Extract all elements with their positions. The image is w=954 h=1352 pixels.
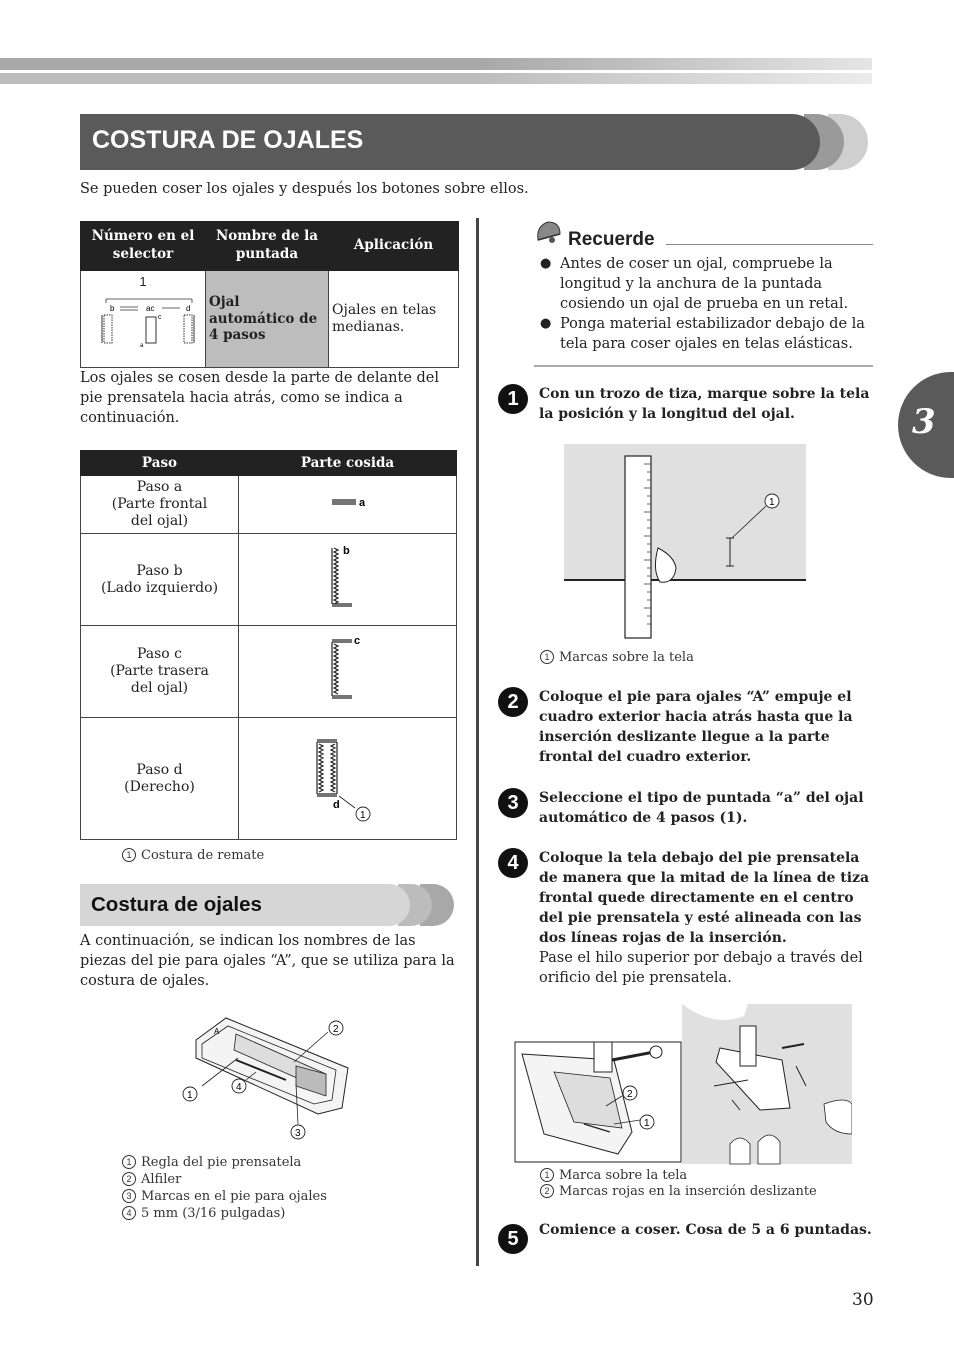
subsection-paragraph: A continuación, se indican los nombres de las piezas del pie para ojales “A”, que se utiliza para la costura de ojales.	[80, 933, 455, 989]
diagram-label-a: a	[140, 343, 144, 349]
step-4-number: 4	[498, 848, 528, 878]
stitch-table	[80, 221, 459, 368]
step-b-label: Paso b (Lado izquierdo)	[81, 534, 239, 626]
step-2-number: 2	[498, 687, 528, 717]
step-2-text: Coloque el pie para ojales “A” empuje el cuadro exterior hacia atrás hasta que la inserción deslizante llegue a la parte frontal del cuadro exterior.	[539, 689, 853, 765]
back-bartack-stitch-icon	[318, 634, 378, 704]
buttonhole-stitch-icon	[88, 289, 198, 349]
fig-callout-2: 2	[333, 1024, 339, 1035]
fig2-caption-1: Marca sobre la tela	[559, 1168, 688, 1183]
foot-placement-illustration	[514, 1004, 852, 1166]
chalk-marking-illustration	[564, 444, 806, 642]
col-header-name: Nombre de la puntada	[206, 222, 329, 271]
fig2-callout-2: 2	[627, 1089, 633, 1100]
step-4-text: Coloque la tela debajo del pie prensatela de manera que la mitad de la línea de tiza frontal quede directamente en el centro del pie prensatela y esté alineada con las dos líneas rojas de la inserción.	[539, 850, 870, 946]
memo-title: Recuerde	[568, 229, 655, 250]
foot-parts-legend: 1 Regla del pie prensatela 2 Alfiler 3 Marcas en el pie para ojales 4 5 mm (3/16 pulgadas)	[122, 1154, 327, 1222]
fig2-captions: 1 Marca sobre la tela 2 Marcas rojas en la inserción deslizante	[540, 1168, 817, 1200]
step-b-illustration	[239, 534, 457, 626]
col-header-application: Aplicación	[329, 222, 459, 271]
memo-bullets	[540, 254, 870, 354]
fig-callout-4: 4	[236, 1082, 242, 1093]
step-4-note: Pase el hilo superior por debajo a través del orificio del pie prensatela.	[539, 950, 863, 986]
intro-text: Se pueden coser los ojales y después los botones sobre ellos.	[80, 181, 529, 197]
column-divider	[476, 218, 479, 1266]
step-c-letter: c	[353, 635, 360, 647]
col-header-sewn-part: Parte cosida	[239, 451, 457, 476]
step-3-text: Seleccione el tipo de puntada “a” del ojal automático de 4 pasos (1).	[539, 790, 864, 826]
step-d-illustration	[239, 718, 457, 840]
step-1-number: 1	[498, 384, 528, 414]
step-a-label: Paso a (Parte frontal del ojal)	[81, 476, 239, 534]
diagram-label-c: c	[158, 314, 162, 321]
col-header-step: Paso	[81, 451, 239, 476]
stitch-name-cell: Ojal automático de 4 pasos	[206, 271, 329, 368]
step-a-illustration	[239, 476, 457, 534]
fig2-caption-2: Marcas rojas en la inserción deslizante	[559, 1184, 817, 1199]
header-decorative-bar	[0, 58, 872, 84]
legend-item-4: 5 mm (3/16 pulgadas)	[141, 1206, 286, 1221]
memo-bullet-2: ● Ponga material estabilizador debajo de la tela para coser ojales en telas elásticas.	[540, 314, 870, 354]
subsection-title: Costura de ojales	[91, 893, 262, 916]
bell-icon	[532, 218, 564, 248]
legend-item-1: Regla del pie prensatela	[141, 1155, 302, 1170]
step-c-illustration	[239, 626, 457, 718]
memo-bottom-rule	[534, 365, 873, 367]
sewing-order-paragraph: Los ojales se cosen desde la parte de delante del pie prensatela hacia atrás, como se indica a continuación.	[80, 370, 440, 426]
buttonhole-foot-illustration	[176, 1010, 356, 1150]
step-4	[498, 848, 878, 988]
step-1	[498, 384, 878, 424]
memo-bullet-1: ● Antes de coser un ojal, compruebe la longitud y la anchura de la puntada cosiendo un ojal de prueba en un retal.	[540, 254, 870, 314]
step-1-text: Con un trozo de tiza, marque sobre la tela la posición y la longitud del ojal.	[539, 386, 870, 422]
table-footnote: 1 Costura de remate	[122, 848, 264, 863]
diagram-label-ac: ac	[146, 304, 155, 313]
chapter-number: 3	[912, 402, 936, 442]
diagram-label-b: b	[110, 304, 115, 313]
fig-callout-1: 1	[187, 1090, 193, 1101]
fig1-callout-1: 1	[769, 497, 775, 508]
step-b-letter: b	[342, 545, 350, 557]
step-5-number: 5	[498, 1224, 528, 1254]
step-3-number: 3	[498, 788, 528, 818]
fig1-caption: 1 Marcas sobre la tela	[540, 650, 694, 665]
step-5-text: Comience a coser. Cosa de 5 a 6 puntadas.	[539, 1222, 872, 1238]
left-side-stitch-icon	[318, 542, 378, 612]
page-title: COSTURA DE OJALES	[92, 126, 364, 154]
step-5	[498, 1220, 878, 1250]
selector-number: 1	[139, 274, 147, 289]
memo-divider	[666, 244, 873, 245]
step-a-letter: a	[358, 497, 365, 509]
step-3	[498, 788, 878, 828]
chapter-tab	[898, 372, 954, 478]
application-cell: Ojales en telas medianas.	[329, 271, 459, 368]
col-header-number: Número en el selector	[81, 222, 206, 271]
right-side-stitch-icon	[303, 726, 393, 826]
step-d-label: Paso d (Derecho)	[81, 718, 239, 840]
selector-number-cell	[81, 271, 206, 368]
page-number: 30	[852, 1290, 874, 1310]
callout-1: 1	[359, 810, 366, 821]
legend-item-2: Alfiler	[141, 1172, 182, 1187]
legend-item-3: Marcas en el pie para ojales	[141, 1189, 327, 1204]
step-c-label: Paso c (Parte trasera del ojal)	[81, 626, 239, 718]
diagram-label-d: d	[186, 304, 191, 313]
step-2	[498, 687, 878, 767]
steps-table	[80, 450, 457, 840]
fig-callout-3: 3	[295, 1128, 301, 1139]
bartack-front-icon	[318, 492, 378, 512]
fig2-callout-1: 1	[644, 1118, 650, 1129]
foot-letter-a: A	[214, 1027, 220, 1036]
step-d-letter: d	[332, 799, 340, 811]
